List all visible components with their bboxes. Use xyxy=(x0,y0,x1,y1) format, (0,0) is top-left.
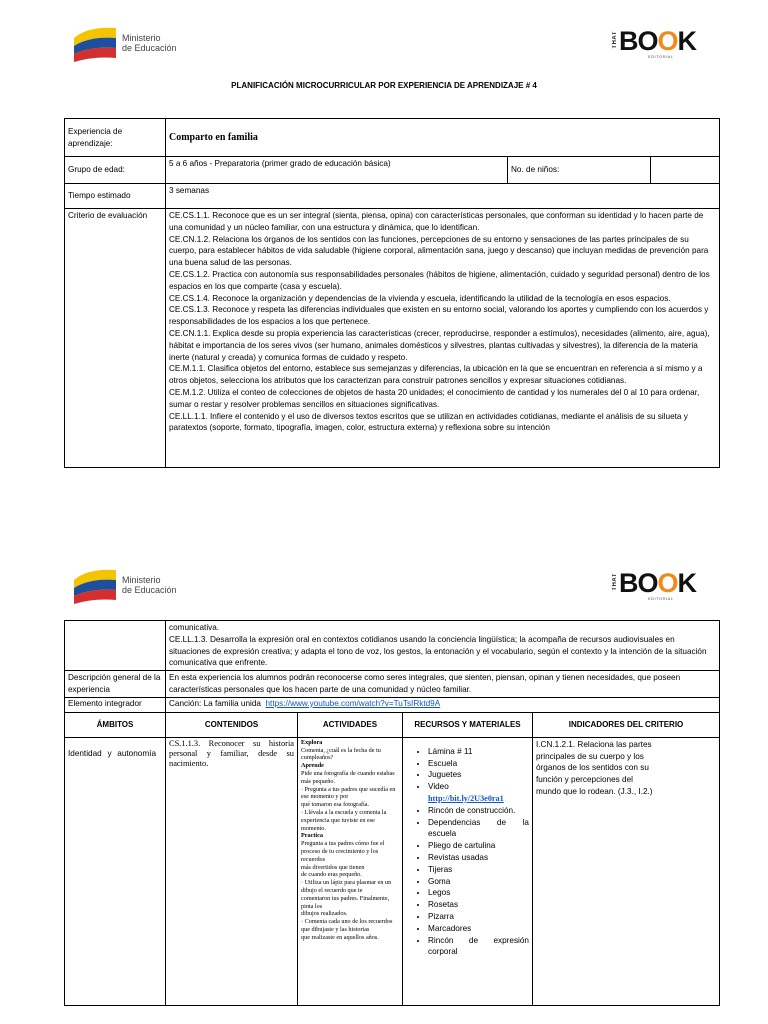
recursos-cell xyxy=(403,737,533,1005)
indicador-value: I.CN.1.2.1. Relaciona las partes principales de su cuerpo y los órganos de los sentidos con su función y percepciones del mundo que lo rodean. (J.3., I.2.) xyxy=(536,739,653,796)
act-line: Comenta, ¿cuál es la fecha de tu cumpleaños? xyxy=(301,746,381,762)
list-item: • Marcadores xyxy=(428,923,529,935)
act-line: Aprende xyxy=(301,762,324,770)
act-line: Pregunta a tus padres cómo fue el proceso de tu crecimiento y los recuerdos xyxy=(301,840,385,863)
planning-table-2 xyxy=(64,620,720,1006)
ministry-line2: de Educación xyxy=(122,43,177,53)
page-title: PLANIFICACIÓN MICROCURRICULAR POR EXPERIENCIA DE APRENDIZAJE # 4 xyxy=(231,81,537,90)
ministerio-logo xyxy=(72,24,177,62)
criterion: CE.CS.1.2. Practica con autonomía sus responsabilidades personales (hábitos de higiene, alimentación, cuidado y seguridad personal) dentro de los espacios en los que comparte (casa y escuela). xyxy=(169,269,710,291)
book-o1: O xyxy=(637,568,658,598)
list-item: • Rincón de construcción. xyxy=(428,805,529,817)
criteria-cont xyxy=(166,621,720,671)
desc-label: Descripción general de la experiencia xyxy=(65,671,166,698)
book-o2: O xyxy=(657,568,678,598)
list-item: • Revistas usadas xyxy=(428,852,529,864)
criterion: CE.LL.1.1. Infiere el contenido y el uso de diversos textos escritos que se utilizan en actividades cotidianas, mediante el análisis de su silueta y paratextos (soporte, formato, tipografía, imagen, color, estructura externa) y reflexiona sobre su intención xyxy=(169,411,688,433)
list-item: • Lámina # 11 xyxy=(428,746,529,758)
criterion: CE.LL.1.3. Desarrolla la expresión oral en contextos cotidianos usando la conciencia lingüística; la acompaña de recursos audiovisuales en situaciones de expresión creativa; y adapta el tono de voz, los gestos, la entonación y el vocabulario, según el contexto y la intención de la situación comunicativa que enfrente. xyxy=(169,634,707,668)
act-line: Explora xyxy=(301,738,323,746)
header-contenidos: CONTENIDOS xyxy=(166,712,298,737)
act-line: dibujos realizados. xyxy=(301,910,348,918)
book-word xyxy=(619,27,696,55)
book-editorial: EDITORIAL xyxy=(648,54,674,59)
list-item: • Rosetas xyxy=(428,899,529,911)
act-line: qué tomaron esa fotografía. xyxy=(301,801,370,809)
book-that: THAT xyxy=(612,573,618,591)
act-line: Practica xyxy=(301,832,323,840)
act-line: momento. xyxy=(301,824,326,832)
criterion: CE.CS.1.4. Reconoce la organización y dependencias de la vivienda y escuela, identificando la utilidad de la tecnología en esos espacios. xyxy=(169,293,671,303)
list-item: • Rincón de expresión corporal xyxy=(428,935,529,959)
recursos-list xyxy=(406,746,529,958)
ambito-cell xyxy=(65,737,166,1005)
book-b: B xyxy=(619,568,638,598)
list-item: • Dependencias de la escuela xyxy=(428,817,529,841)
book-o2: O xyxy=(657,26,678,56)
criterion: CE.CS.1.1. Reconoce que es un ser integral (sienta, piensa, opina) con características personales, que conforman su identidad y lo hacen parte de una comunidad y un núcleo familiar, con una estructura y dinámica, que lo identifican. xyxy=(169,211,704,232)
criterion: CE.M.1.1. Clasifica objetos del entorno, establece sus semejanzas y diferencias, la ubicación en la que se encuentran en referencia a sí mismo y a otros objetos, selecciona los atributos que los caracterizan para construir patrones sencillos y expresar situaciones cotidianas. xyxy=(169,364,703,386)
integ-label: Elemento integrador xyxy=(65,697,166,712)
time-value: 3 semanas xyxy=(166,184,720,209)
video-label: Video xyxy=(428,782,449,792)
book-o1: O xyxy=(637,26,658,56)
actividades-cell xyxy=(298,737,403,1005)
youtube-link[interactable]: https://www.youtube.com/watch?v=TuTsIRktd9A xyxy=(265,698,441,708)
ministry-line2: de Educación xyxy=(122,585,177,595)
time-label: Tiempo estimado xyxy=(65,184,166,209)
act-line: · Comenta cada uno de los recuerdos xyxy=(301,918,393,926)
list-item: • Escuela xyxy=(428,758,529,770)
act-line: que realizaste en aquellos años. xyxy=(301,933,379,941)
crit-label-cont xyxy=(65,621,166,671)
ecuador-flag-icon xyxy=(72,566,118,604)
act-line: más pequeño. xyxy=(301,777,336,785)
criterion: comunicativa. xyxy=(169,623,220,632)
list-item: • Pizarra xyxy=(428,911,529,923)
act-line: más divertidos que tienen xyxy=(301,863,365,871)
criterion: CE.CN.1.2. Relaciona los órganos de los sentidos con las funciones, percepciones de su entorno y sensaciones de las partes principales de su cuerpo, para establecer hábitos de vida saludable (higiene corporal, alimentación sana, juego y descanso) que incluyan medidas de prevención para una buena salud de las personas. xyxy=(169,234,709,268)
header-recursos: RECURSOS Y MATERIALES xyxy=(403,712,533,737)
contenido-cell xyxy=(166,737,298,1005)
list-item: • Goma xyxy=(428,876,529,888)
exp-label: Experiencia de aprendizaje: xyxy=(65,119,166,157)
book-word xyxy=(619,569,696,597)
list-item: • Pliego de cartulina xyxy=(428,840,529,852)
book-that: THAT xyxy=(612,31,618,49)
list-item: • Legos xyxy=(428,887,529,899)
list-item: • Juguetes xyxy=(428,769,529,781)
act-line: de cuando eras pequeño. xyxy=(301,871,362,879)
act-line: · Pregunta a tus padres que sucedía en ese momento y por xyxy=(301,785,396,801)
age-value: 5 a 6 años - Preparatoria (primer grado de educación básica) xyxy=(166,157,508,184)
list-item: • Tijeras xyxy=(428,864,529,876)
act-line: que dibujaste y las historias xyxy=(301,925,370,933)
ambito-value: Identidad y autonomía xyxy=(68,748,156,758)
act-line: comentaron tus padres. Finalmente, pinta los xyxy=(301,894,390,910)
crit-label: Criterio de evaluación xyxy=(65,209,166,468)
act-line: · Llévala a la escuela y comenta la experiencia que tuviste en ese xyxy=(301,808,387,824)
book-k: K xyxy=(677,26,697,56)
criteria-list xyxy=(166,209,720,468)
criterion: CE.CS.1.3. Reconoce y respeta las diferencias individuales que existen en su entorno social, valorando los aportes y cumpliendo con los acuerdos y responsabilidades de los espacios a los que pertenece. xyxy=(169,305,709,327)
criterion: CE.CN.1.1. Explica desde su propia experiencia las características (crecer, reproducirse, responder a estímulos), necesidades (alimento, aire, agua), hábitat e importancia de los seres vivos (ser humano, animales domésticos y silvestres, plantas cultivadas y silvestres), la diferencia de la materia inerte (natural y creada) y comunica formas de cuidado y respeto. xyxy=(169,328,710,362)
ministry-line1: Ministerio xyxy=(122,575,161,585)
integ-prefix: Canción: La familia unida xyxy=(169,698,261,708)
video-link[interactable]: http://bit.ly/2U3e0ra1 xyxy=(428,793,504,803)
kids-label: No. de niños: xyxy=(508,157,651,184)
thatbook-logo xyxy=(612,26,697,59)
planning-table-1 xyxy=(64,118,720,468)
kids-value xyxy=(651,157,720,184)
ministry-line1: Ministerio xyxy=(122,33,161,43)
book-k: K xyxy=(677,568,697,598)
header-actividades: ACTIVIDADES xyxy=(298,712,403,737)
indicador-cell xyxy=(533,737,720,1005)
act-line: · Utiliza un lápiz para plasmar en un dibujo el recuerdo que te xyxy=(301,879,392,894)
exp-value: Comparto en familia xyxy=(166,119,720,157)
list-item xyxy=(428,781,529,805)
desc-value: En esta experiencia los alumnos podrán reconocerse como seres integrales, que sienten, piensan, opinan y tienen necesidades, que poseen características personales que los hacen parte de una comunidad y núcleo familiar. xyxy=(166,671,720,698)
contenido-value: CS.1.1.3. Reconocer su historia personal y familiar, desde su nacimiento. xyxy=(169,738,294,768)
act-line: Pide una fotografía de cuando estabas xyxy=(301,769,395,777)
age-label: Grupo de edad: xyxy=(65,157,166,184)
criterion: CE.M.1.2. Utiliza el conteo de colecciones de objetos de hasta 20 unidades; el conocimiento de cantidad y los numerales del 0 al 10 para ordenar, sumar o restar y resolver problemas sencillos en situaciones significativas. xyxy=(169,387,700,409)
book-b: B xyxy=(619,26,638,56)
ecuador-flag-icon xyxy=(72,24,118,62)
header-indicadores: INDICADORES DEL CRITERIO xyxy=(533,712,720,737)
thatbook-logo-2 xyxy=(612,568,697,601)
header-ambitos: ÁMBITOS xyxy=(65,712,166,737)
book-editorial: EDITORIAL xyxy=(648,596,674,601)
ministerio-logo-2 xyxy=(72,566,177,604)
integ-value xyxy=(166,697,720,712)
